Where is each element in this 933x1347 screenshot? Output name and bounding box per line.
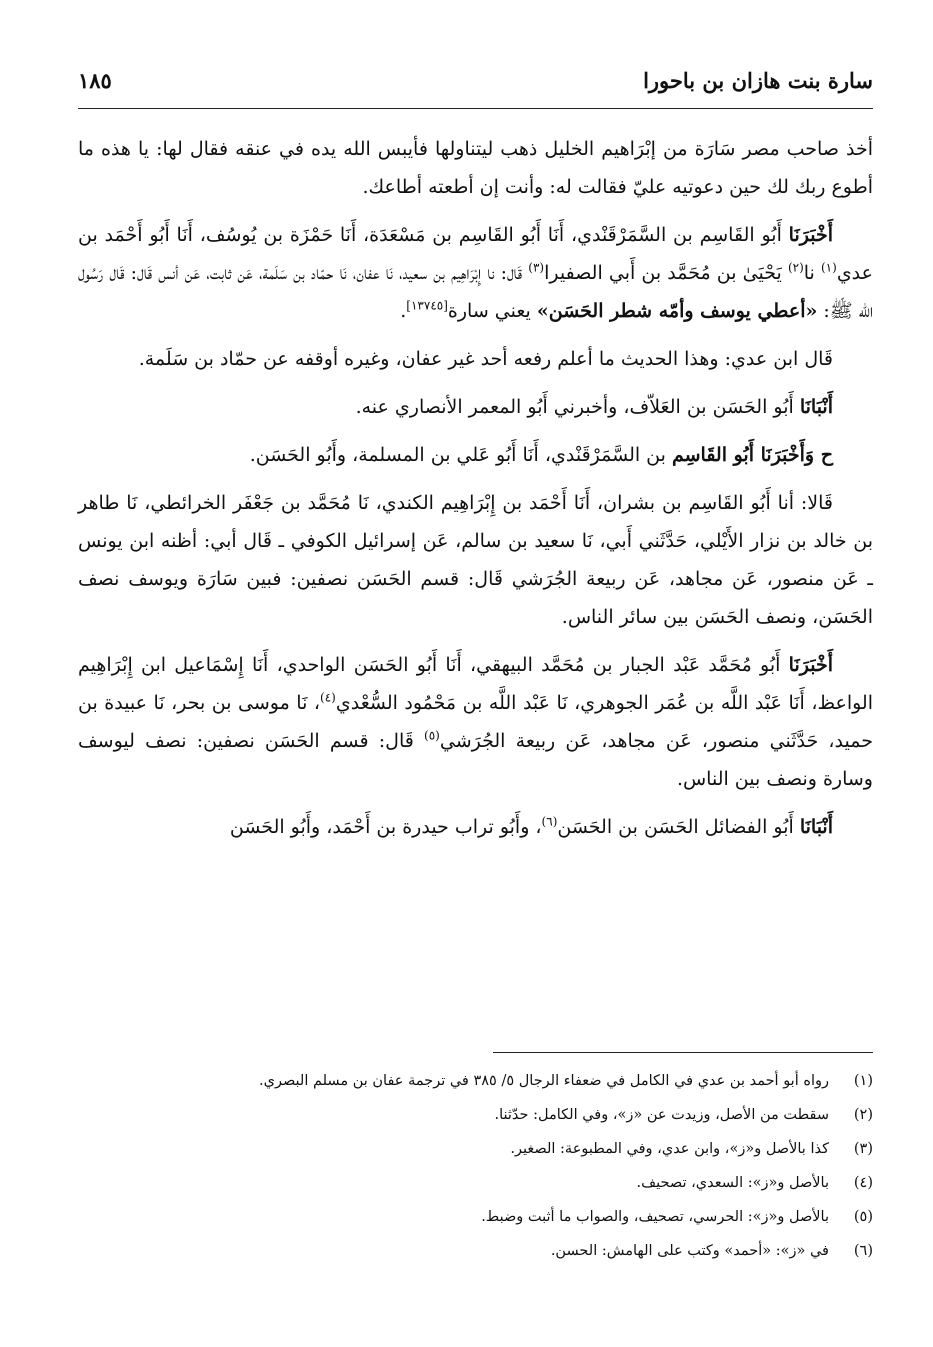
footnote-item <box>78 1200 873 1234</box>
footnote-number: (٣) <box>853 1141 873 1157</box>
footnote-item <box>78 1234 873 1268</box>
paragraph-text: ، نَا موسى بن بحر، نَا عبيدة بن حميد، حَدَّثَني منصور، عَن مجاهد، عَن ربيعة الجُرَشي <box>78 692 873 752</box>
paragraph-7 <box>78 646 873 798</box>
paragraph-text: . <box>400 300 407 322</box>
paragraph-text: أَبُو القَاسِم بن السَّمَرْقَنْدي، أَنَا أَبُو القَاسِم بن مَسْعَدَة، أَنَا حَمْزَة بن يُوسُف، أَنَا أَبُو أَحْمَد بن عدي <box>78 224 873 284</box>
paragraph-text: يعني سارة <box>447 300 537 322</box>
paragraph-text: أَبُو الفضائل الحَسَن بن الحَسَن <box>557 816 800 838</box>
main-text <box>78 130 873 856</box>
footnote-item <box>78 1098 873 1132</box>
paragraph-text: قَال: نا إِبْرَاهِيم بن سعيد، نَا عفان، نَا حمّاد بن سَلَمة، عَن ثابت، عَن أنس قَال: قَال رَسُول الله ﷺ: <box>78 262 873 322</box>
footnote-ref-1[interactable]: (١) <box>820 260 837 275</box>
hadith-quote: «أعطي يوسف وأمّه شطر الحَسَن» <box>536 300 818 322</box>
footnote-text: رواه أبو أحمد بن عدي في الكامل في ضعفاء الرجال ٥/ ٣٨٥ في ترجمة عفان بن مسلم البصري. <box>259 1073 829 1089</box>
paragraph-text: بن السَّمَرْقَنْدي، أَنَا أَبُو عَلي بن المسلمة، وأَبُو الحَسَن. <box>249 444 672 466</box>
isnad-lead: أَنْبَانَا <box>799 816 833 838</box>
footnote-number: (٢) <box>853 1107 873 1123</box>
footnote-text: كذا بالأصل و«ز»، وابن عدي، وفي المطبوعة: الصغير. <box>510 1141 829 1157</box>
running-title: سارة بنت هازان بن باحورا <box>643 67 873 93</box>
paragraph-text: أَبُو الحَسَن بن العَلاّف، وأخبرني أَبُو المعمر الأنصاري عنه. <box>355 396 800 418</box>
footnote-ref-4[interactable]: (٤) <box>320 690 336 705</box>
footnote-number: (١) <box>853 1073 873 1089</box>
footnote-text: بالأصل و«ز»: السعدي، تصحيف. <box>636 1175 829 1191</box>
footnote-number: (٦) <box>853 1243 873 1259</box>
isnad-lead: أَنْبَانَا <box>799 396 833 418</box>
running-header <box>78 60 873 100</box>
footnote-number: (٥) <box>853 1209 873 1225</box>
footnote-item <box>78 1132 873 1166</box>
footnote-number: (٤) <box>853 1175 873 1191</box>
paragraph-text: أَبُو مُحَمَّد عَبْد الجبار بن مُحَمَّد البيهقي، أَنَا أَبُو الحَسَن الواحدي، أَنَا إِسْمَاعيل ابن إِبْرَاهِيم الواعظ، أَنَا عَبْد اللَّه بن عُمَر الجوهري، نَا عَبْد اللَّه بن مَحْمُود السُّعْدي <box>78 654 873 714</box>
paragraph-text: قَال: قسم الحَسَن نصفين: نصف ليوسف وسارة ونصف بين الناس. <box>78 730 873 790</box>
paragraph-text: يَحْيَىٰ بن مُحَمَّد بن أَبي الصفيرا <box>544 262 788 284</box>
footnote-text: في «ز»: «أحمد» وكتب على الهامش: الحسن. <box>550 1243 829 1259</box>
isnad-lead: ح وَأَخْبَرَنَا أَبُو القَاسِم <box>671 444 833 466</box>
footnote-text: سقطت من الأصل، وزيدت عن «ز»، وفي الكامل: حدّثنا. <box>494 1107 829 1123</box>
footnote-ref-3[interactable]: (٣) <box>528 260 545 275</box>
paragraph-text: أخذ صاحب مصر سَارَة من إبْرَاهيم الخليل ذهب ليتناولها فأيبس الله يده في عنقه فقال لها: يا هذه ما أطوع ربك لك حين دعوتيه عليّ فقالت له: وأنت إن أطعته أطاعك. <box>78 138 873 198</box>
paragraph-5 <box>78 436 873 474</box>
paragraph-1 <box>78 130 873 206</box>
footnote-ref-2[interactable]: (٢) <box>787 260 804 275</box>
page-number: ١٨٥ <box>78 67 112 93</box>
paragraph-2 <box>78 216 873 330</box>
footnotes <box>78 1064 873 1268</box>
paragraph-text: ، وأَبُو تراب حيدرة بن أَحْمَد، وأَبُو الحَسَن <box>229 816 542 838</box>
isnad-lead: أَخْبَرَنَا <box>788 654 833 676</box>
footnote-item <box>78 1166 873 1200</box>
paragraph-4 <box>78 388 873 426</box>
footnote-divider <box>493 1052 873 1053</box>
paragraph-3 <box>78 340 873 378</box>
paragraph-6 <box>78 484 873 636</box>
hadith-number: [١٣٧٤٥] <box>406 298 448 313</box>
footnote-text: بالأصل و«ز»: الحرسي، تصحيف، والصواب ما أثبت وضبط. <box>481 1209 829 1225</box>
paragraph-text: نا <box>803 262 821 284</box>
paragraph-text: قَالا: أنا أَبُو القَاسِم بن بشران، أَنَا أَحْمَد بن إِبْرَاهِيم الكندي، نَا مُحَمَّد بن جَعْفَر الخرائطي، نَا طاهر بن خالد بن نزار الأَيْلي، حَدَّثَني أَبي، نَا سعيد بن سالم، عَن إسرائيل الكوفي ـ قَال أبي: أظنه ابن يونس ـ عَن منصور، عَن مجاهد، عَن ربيعة الجُرَشي قَال: قسم الحَسَن نصفين: فبين سَارَة ويوسف نصف الحَسَن، ونصف الحَسَن بين سائر الناس. <box>78 492 873 628</box>
paragraph-text: قَال ابن عدي: وهذا الحديث ما أعلم رفعه أحد غير عفان، وغيره أوقفه عن حمّاد بن سَلَمة. <box>138 348 833 370</box>
isnad-lead: أَخْبَرَنَا <box>788 224 833 246</box>
paragraph-8 <box>78 808 873 846</box>
footnote-ref-6[interactable]: (٦) <box>541 814 558 829</box>
footnote-ref-5[interactable]: (٥) <box>424 728 440 743</box>
footnote-item <box>78 1064 873 1098</box>
header-divider <box>78 108 873 109</box>
